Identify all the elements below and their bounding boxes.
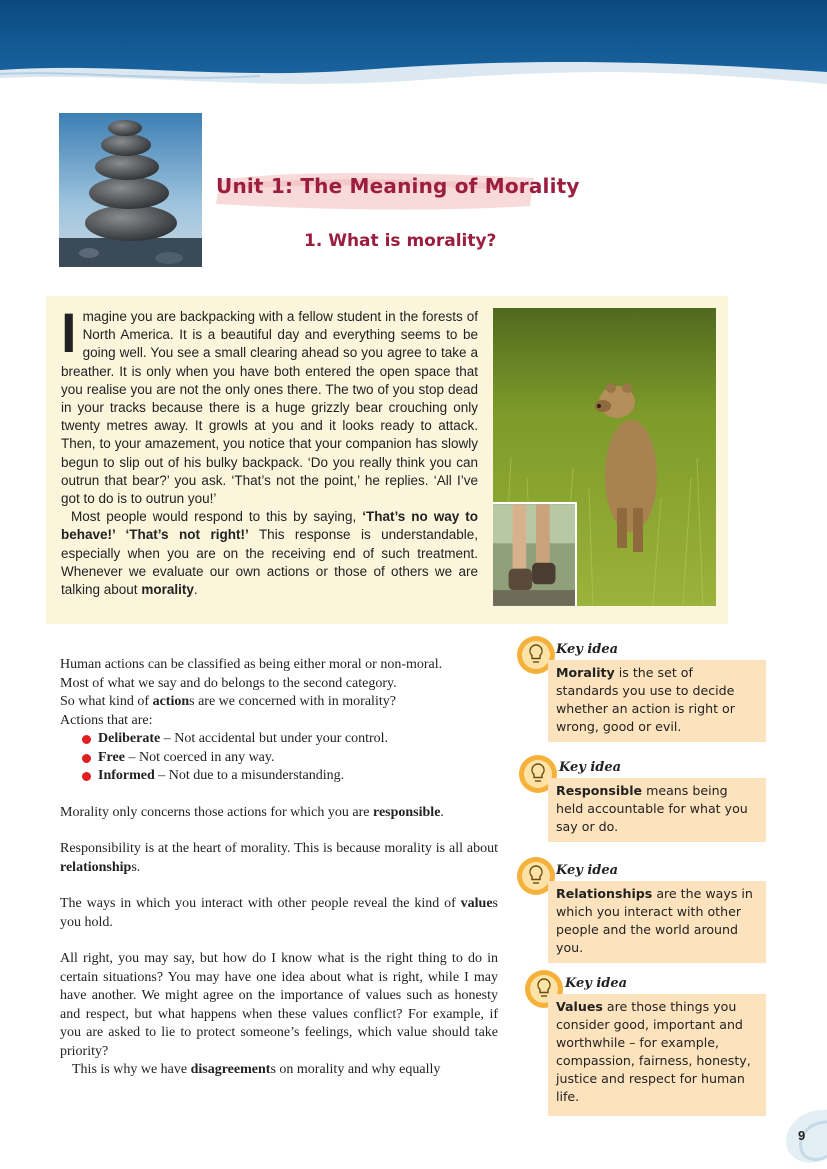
- body-line: Most of what we say and do belongs to the second category.: [60, 675, 397, 691]
- bullet-dot-icon: [82, 735, 91, 744]
- body-line: So what kind of actions are we concerned with in morality?: [60, 694, 396, 709]
- key-idea-label: Key idea: [565, 976, 628, 991]
- bullet-item: Informed – Not due to a misunderstanding.: [60, 767, 498, 786]
- key-idea-label: Key idea: [559, 760, 622, 775]
- stacked-stones-photo: [59, 113, 202, 267]
- body-paragraph: Morality only concerns those actions for which you are responsible.: [60, 804, 444, 820]
- drop-cap: I: [61, 301, 77, 364]
- body-line: Actions that are:: [60, 712, 153, 728]
- page-corner-swirl: [760, 1100, 827, 1169]
- bullet-item: Deliberate – Not accidental but under your control.: [60, 730, 498, 749]
- unit-title: Unit 1: The Meaning of Morality: [216, 174, 580, 198]
- body-paragraph: This is why we have disagreements on morality and why equally: [72, 1062, 441, 1077]
- intro-text: [61, 301, 478, 599]
- key-idea-box: Responsible means being held accountable for what you say or do.: [548, 778, 766, 842]
- page-number: 9: [798, 1128, 806, 1143]
- body-line: Human actions can be classified as being either moral or non-moral.: [60, 657, 443, 672]
- key-idea-box: Morality is the set of standards you use to decide whether an action is right or wrong, good or evil.: [548, 660, 766, 742]
- intro-paragraph-2: Most people would respond to this by saying, ‘That’s no way to behave!’ ‘That’s not right!’ This response is understandable, especially when you are on the receiving end of such treatment. Whenever we evaluate our own actions or those of others we are talking about morality.: [61, 509, 478, 598]
- body-paragraph: All right, you may say, but how do I know what is the right thing to do in certain situations? You may have one idea about what is right, while I may have another. We might agree on the importance of values such as honesty and respect, but what happens when these values conflict? For example, if you are asked to lie to protect someone’s feelings, which value should take priority?: [60, 951, 498, 1059]
- bullet-dot-icon: [82, 754, 91, 763]
- bullet-item: Free – Not coerced in any way.: [60, 749, 498, 768]
- hiker-legs-photo: [493, 502, 577, 606]
- key-idea-box: Relationships are the ways in which you interact with other people and the world around you.: [548, 881, 766, 963]
- header-banner: [0, 0, 827, 100]
- key-idea-box: Values are those things you consider good, important and worthwhile – for example, compassion, fairness, honesty, justice and respect for human life.: [548, 994, 766, 1116]
- key-idea-label: Key idea: [556, 863, 619, 878]
- body-paragraph: The ways in which you interact with other people reveal the kind of values you hold.: [60, 896, 498, 930]
- body-text: [60, 656, 498, 1080]
- bullet-dot-icon: [82, 772, 91, 781]
- body-paragraph: Responsibility is at the heart of morality. This is because morality is all about relationships.: [60, 841, 498, 875]
- section-title: 1. What is morality?: [304, 231, 497, 251]
- key-idea-label: Key idea: [556, 642, 619, 657]
- intro-paragraph-1: Imagine you are backpacking with a fellow student in the forests of North America. It is a beautiful day and everything seems to be going well. You see a small clearing ahead so you agree to take a breather. It is only when you have both entered the open space that you realise you are not the only ones there. The two of you stop dead in your tracks because there is a huge grizzly bear crouching only twenty metres away. It growls at you and it looks ready to attack. Then, to your amazement, you notice that your companion has slowly begun to slip out of his bulky backpack. ‘Do you really think you can outrun that bear?’ you ask. ‘That’s not the point,’ he replies. ‘All I’ve got to do is to outrun you!’: [61, 301, 478, 507]
